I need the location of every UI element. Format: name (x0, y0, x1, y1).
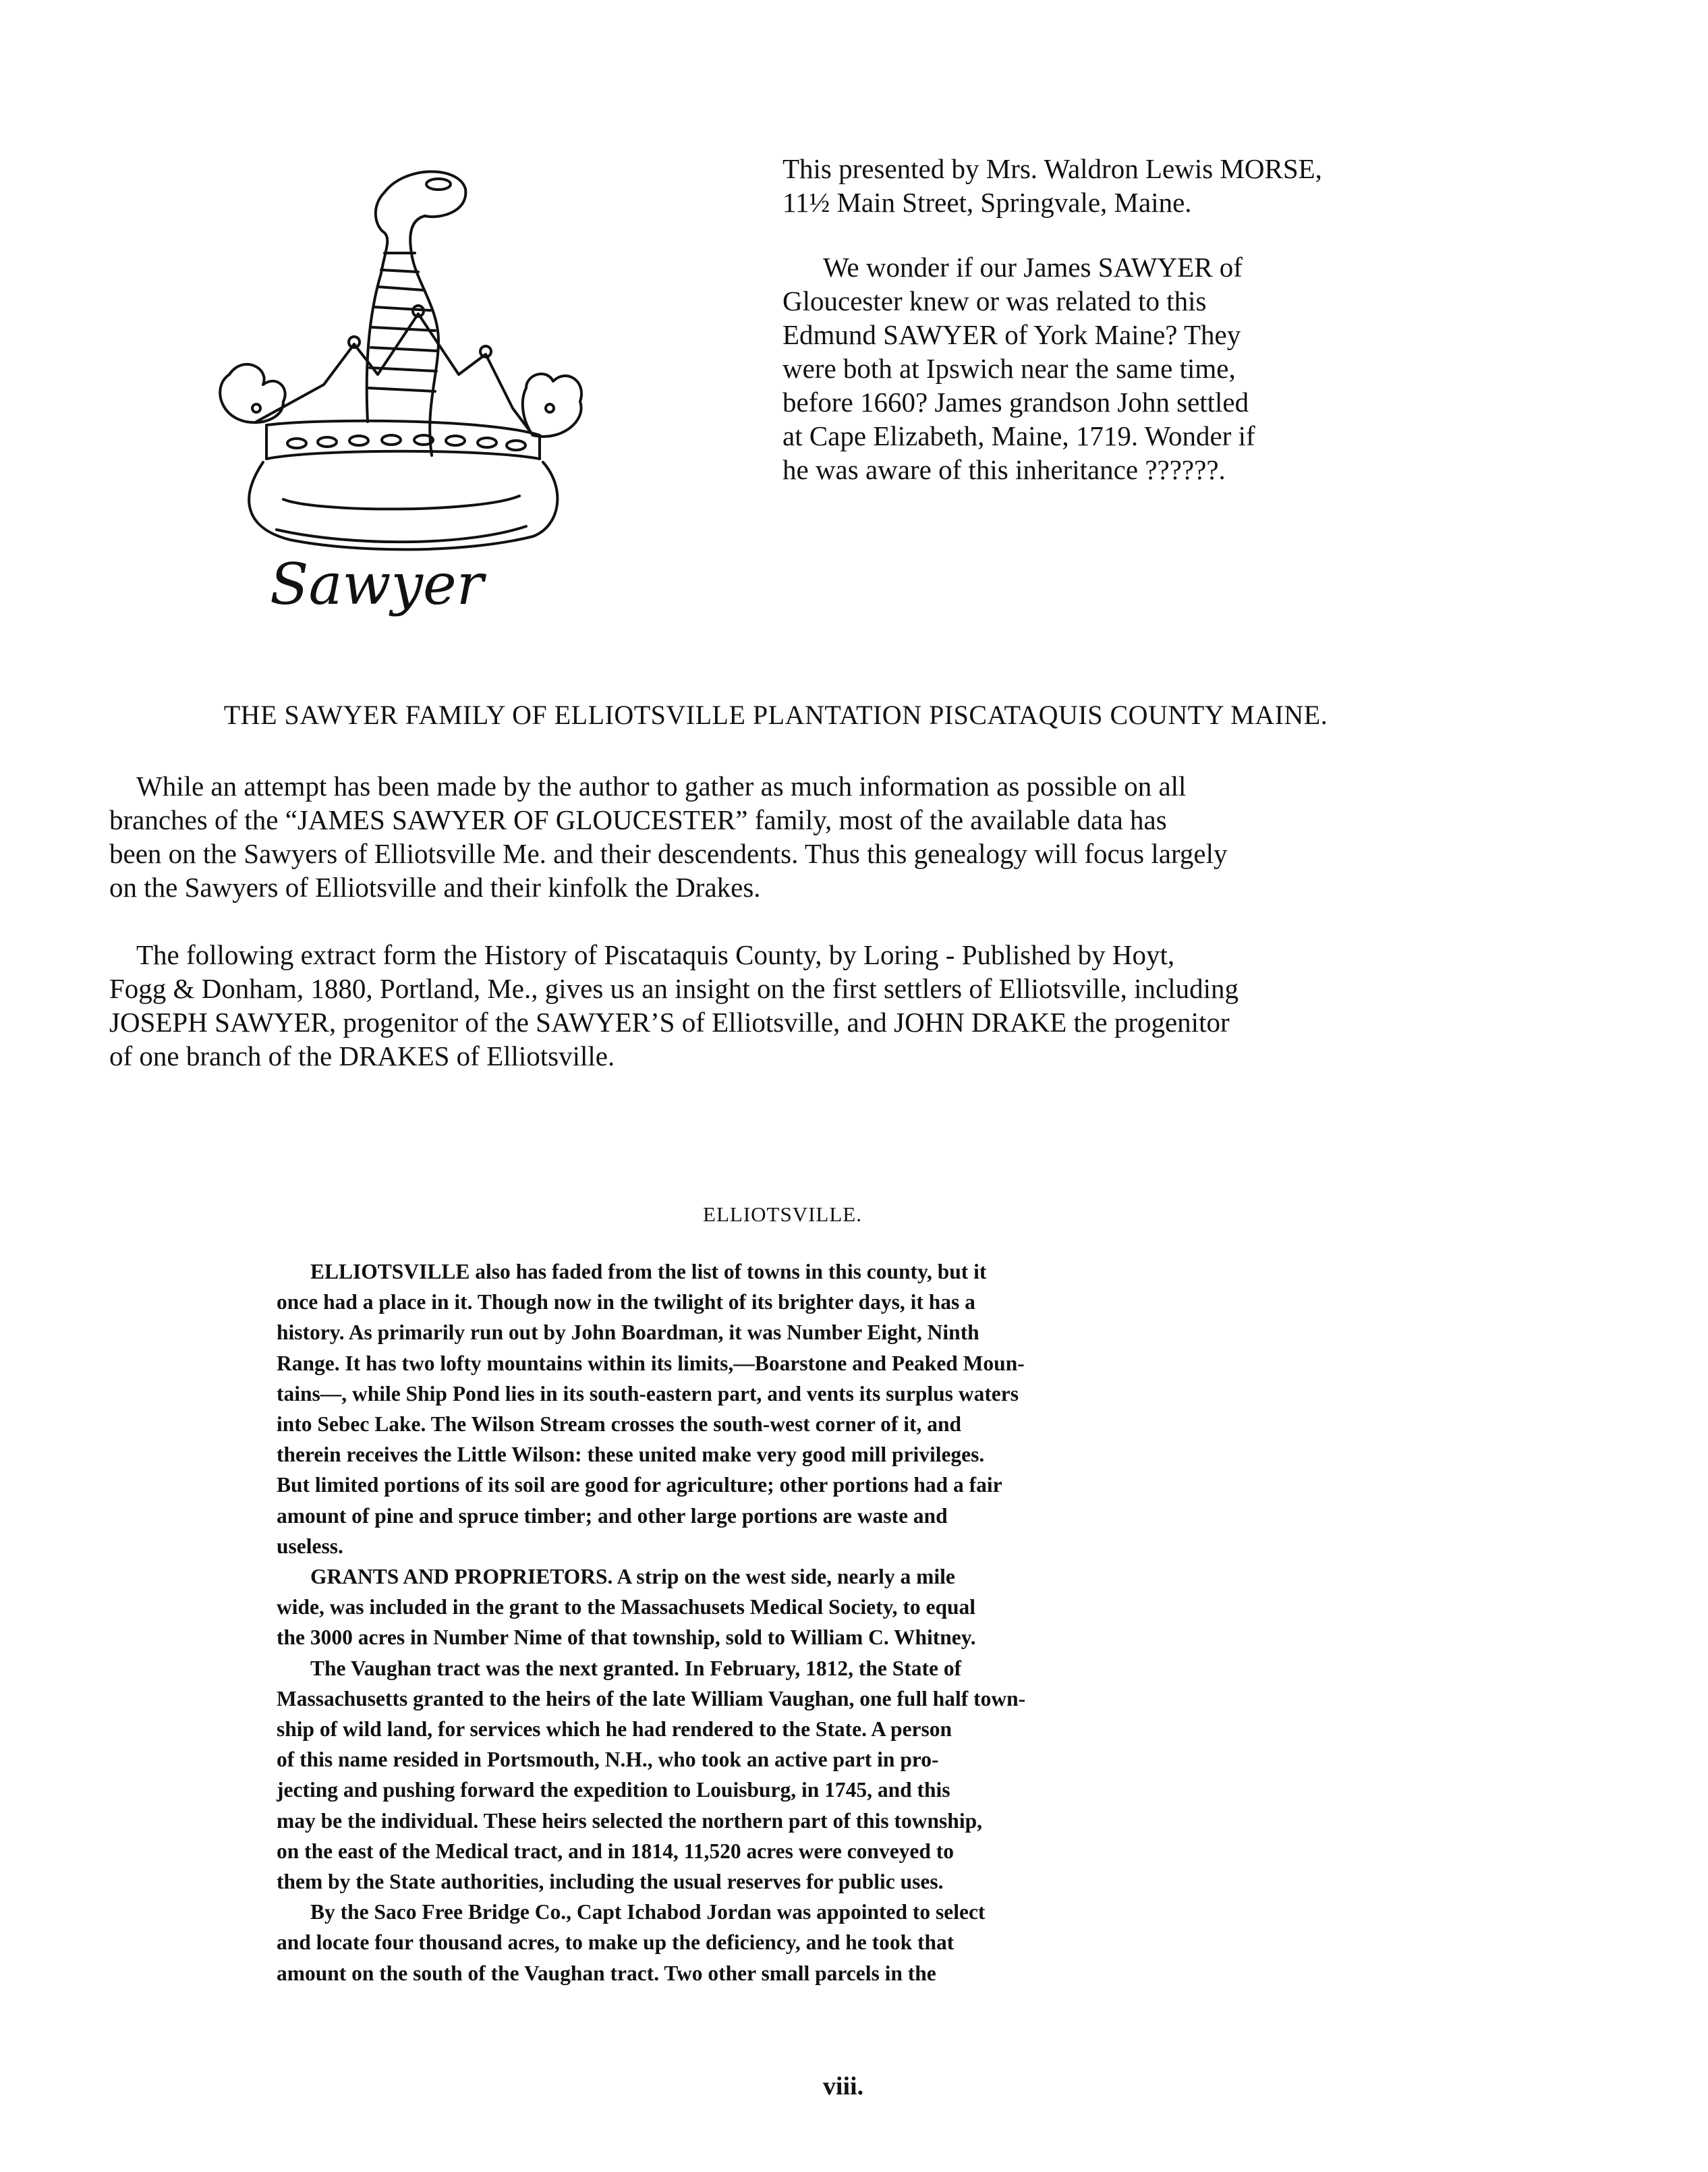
body-p2-line-3: JOSEPH SAWYER, progenitor of the SAWYER’S of Elliotsville, and JOHN DRAKE the progenitor (109, 1007, 1230, 1038)
extract-title: ELLIOTSVILLE. (703, 1202, 862, 1226)
extract-p3-line-8: them by the State authorities, including the usual reserves for public uses. (277, 1870, 944, 1894)
history-extract (277, 1256, 1214, 1988)
extract-p1-line-1: ELLIOTSVILLE also has faded from the list of towns in this county, but it (310, 1260, 987, 1283)
question-line-5: before 1660? James grandson John settled (782, 387, 1249, 418)
extract-p1-line-5: tains—, while Ship Pond lies in its south-eastern part, and vents its surplus waters (277, 1381, 1019, 1405)
extract-p2-line-2: wide, was included in the grant to the Massachusets Medical Society, to equal (277, 1595, 975, 1619)
extract-paragraph-2 (277, 1561, 1214, 1653)
extract-p3-line-5: jecting and pushing forward the expedition to Louisburg, in 1745, and this (277, 1778, 950, 1802)
extract-p1-line-6: into Sebec Lake. The Wilson Stream crosses the south-west corner of it, and (277, 1412, 962, 1437)
extract-p1-line-3: history. As primarily run out by John Boardman, it was Number Eight, Ninth (277, 1320, 979, 1345)
section-heading: THE SAWYER FAMILY OF ELLIOTSVILLE PLANTATION PISCATAQUIS COUNTY MAINE. (223, 700, 1328, 730)
presented-line-1: This presented by Mrs. Waldron Lewis MORSE, (782, 153, 1322, 184)
extract-paragraph-1 (277, 1256, 1214, 1561)
body-paragraph-1 (109, 769, 1472, 904)
extract-p3-line-4: of this name resided in Portsmouth, N.H., who took an active part in pro- (277, 1748, 939, 1772)
presented-line-2: 11½ Main Street, Springvale, Maine. (782, 187, 1192, 218)
extract-paragraph-3 (277, 1653, 1214, 1897)
extract-p3-line-3: ship of wild land, for services which he had rendered to the State. A person (277, 1717, 952, 1742)
extract-p4-line-1: By the Saco Free Bridge Co., Capt Ichabod Jordan was appointed to select (310, 1900, 986, 1924)
body-p2-line-1: The following extract form the History of Piscataquis County, by Loring - Published by Hoyt, (136, 939, 1175, 970)
question-line-6: at Cape Elizabeth, Maine, 1719. Wonder if (782, 420, 1255, 451)
extract-paragraph-4 (277, 1897, 1214, 1988)
sawyer-crest-icon (182, 152, 614, 624)
extract-p3-line-6: may be the individual. These heirs selected the northern part of this township, (277, 1808, 982, 1833)
extract-p2-line-3: the 3000 acres in Number Nime of that township, sold to William C. Whitney. (277, 1625, 976, 1650)
body-p1-line-4: on the Sawyers of Elliotsville and their kinfolk the Drakes. (109, 872, 761, 903)
extract-p1-line-9: amount of pine and spruce timber; and other large portions are waste and (277, 1503, 948, 1528)
question-line-1: We wonder if our James SAWYER of (823, 252, 1243, 283)
extract-p4-line-2: and locate four thousand acres, to make up the deficiency, and he took that (277, 1930, 955, 1955)
body-p2-line-2: Fogg & Donham, 1880, Portland, Me., gives us an insight on the first settlers of Elliotsville, including (109, 973, 1239, 1004)
extract-p4-line-3: amount on the south of the Vaughan tract. Two other small parcels in the (277, 1961, 936, 1985)
extract-p3-line-7: on the east of the Medical tract, and in 1814, 11,520 acres were conveyed to (277, 1839, 955, 1863)
body-p1-line-1: While an attempt has been made by the author to gather as much information as possible on all (136, 771, 1187, 802)
question-line-2: Gloucester knew or was related to this (782, 285, 1207, 316)
extract-p3-line-1: The Vaughan tract was the next granted. In February, 1812, the State of (310, 1656, 962, 1680)
extract-p2-line-1: GRANTS AND PROPRIETORS. A strip on the west side, nearly a mile (310, 1565, 955, 1589)
sawyer-crest (182, 152, 614, 624)
body-paragraph-2 (109, 938, 1472, 1073)
page-number: viii. (822, 2072, 864, 2100)
body-p1-line-3: been on the Sawyers of Elliotsville Me. and their descendents. Thus this genealogy will focus largely (109, 838, 1228, 869)
extract-p1-line-8: But limited portions of its soil are good for agriculture; other portions had a fair (277, 1473, 1002, 1497)
extract-p1-line-4: Range. It has two lofty mountains within its limits,—Boarstone and Peaked Moun- (277, 1351, 1025, 1375)
extract-p1-line-7: therein receives the Little Wilson: these united make very good mill privileges. (277, 1443, 985, 1467)
intro-note (782, 152, 1457, 486)
question-line-4: were both at Ipswich near the same time, (782, 353, 1236, 384)
extract-p1-line-2: once had a place in it. Though now in the twilight of its brighter days, it has a (277, 1290, 975, 1314)
crest-signature: Sawyer (270, 551, 484, 617)
body-p2-line-4: of one branch of the DRAKES of Elliotsville. (109, 1040, 615, 1071)
question-line-3: Edmund SAWYER of York Maine? They (782, 319, 1241, 350)
extract-p3-line-2: Massachusetts granted to the heirs of the late William Vaughan, one full half town- (277, 1686, 1026, 1710)
body-text (109, 769, 1472, 1107)
question-line-7: he was aware of this inheritance ??????. (782, 454, 1226, 485)
extract-p1-line-10: useless. (277, 1534, 343, 1558)
body-p1-line-2: branches of the “JAMES SAWYER OF GLOUCESTER” family, most of the available data has (109, 804, 1167, 835)
